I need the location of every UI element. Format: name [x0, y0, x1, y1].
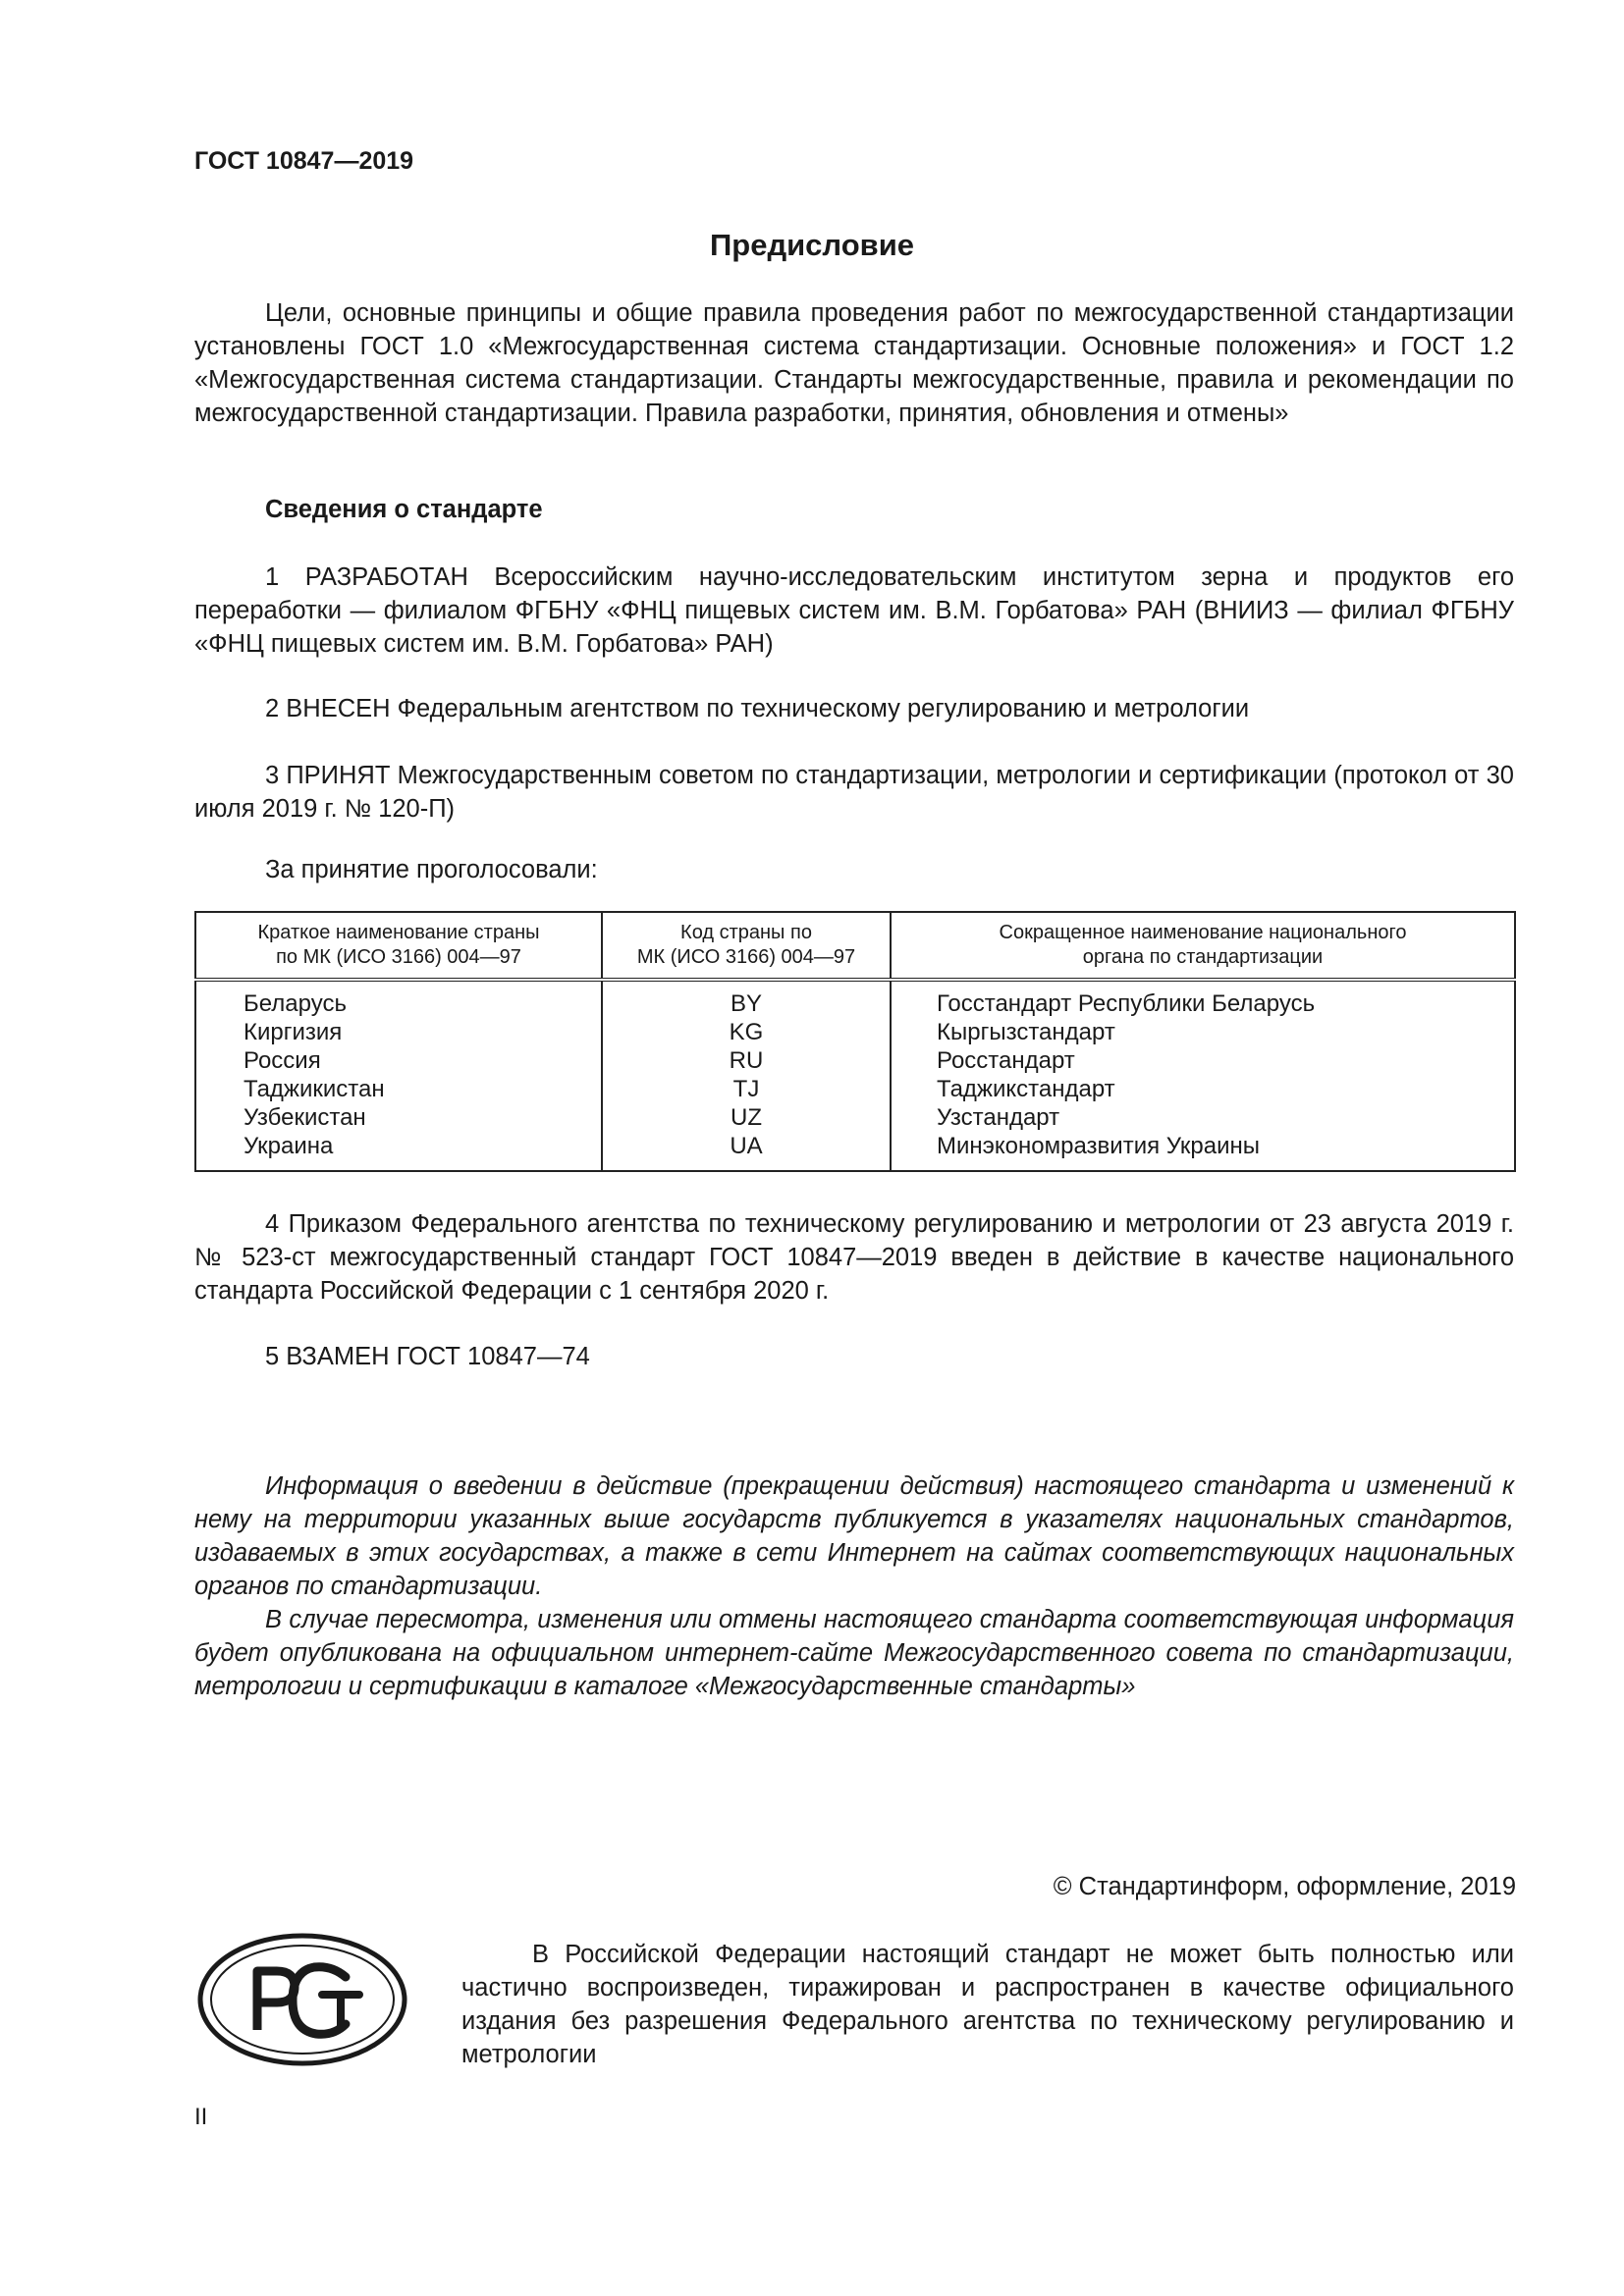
- table-cell: Беларусь: [244, 990, 347, 1017]
- document-code: ГОСТ 10847—2019: [194, 147, 414, 175]
- table-cell: Украина: [244, 1133, 334, 1159]
- votes-table: [194, 911, 1516, 1172]
- rst-logo-icon: [196, 1932, 408, 2067]
- code-column: [602, 980, 891, 1171]
- item-3: 3 ПРИНЯТ Межгосударственным советом по стандартизации, метрологии и сертификации (протокол от 30 июля 2019 г. № 120-П): [194, 762, 1514, 823]
- country-column: [195, 980, 602, 1171]
- table-cell: Госстандарт Республики Беларусь: [937, 990, 1316, 1017]
- notice-paragraph-2: В случае пересмотра, изменения или отмены настоящего стандарта соответствующая информация будет опубликована на официальном интернет-сайте Межгосударственного совета по стандартизации, метрологии и сертификации в каталоге «Межгосударственные стандарты»: [194, 1606, 1514, 1700]
- table-cell: UA: [730, 1133, 763, 1159]
- table-cell: Узстандарт: [937, 1104, 1060, 1131]
- table-cell: Кыргызстандарт: [937, 1019, 1115, 1045]
- body-column: [891, 980, 1515, 1171]
- item-5: 5 ВЗАМЕН ГОСТ 10847—74: [265, 1343, 590, 1370]
- table-cell: BY: [730, 990, 762, 1017]
- header-country: Краткое наименование страны по МК (ИСО 3166) 004—97: [195, 912, 602, 980]
- table-cell: Таджикистан: [244, 1076, 385, 1102]
- votes-label: За принятие проголосовали:: [265, 856, 598, 883]
- header-code: Код страны по МК (ИСО 3166) 004—97: [602, 912, 891, 980]
- table-cell: TJ: [732, 1076, 760, 1102]
- table-cell: Россия: [244, 1047, 321, 1074]
- table-cell: UZ: [731, 1104, 762, 1131]
- table-cell: Таджикстандарт: [937, 1076, 1115, 1102]
- info-heading: Сведения о стандарте: [265, 496, 543, 523]
- page-title: Предисловие: [709, 228, 914, 262]
- item-1: 1 РАЗРАБОТАН Всероссийским научно-исследовательским институтом зерна и продуктов его переработки — филиалом ФГБНУ «ФНЦ пищевых систем им. В.М. Горбатова» РАН (ВНИИЗ — филиал ФГБНУ «ФНЦ пищевых систем им. В.М. Горбатова» РАН): [194, 563, 1514, 658]
- table-cell: Узбекистан: [244, 1104, 366, 1131]
- table-cell: Минэкономразвития Украины: [937, 1133, 1261, 1159]
- intro-paragraph: Цели, основные принципы и общие правила проведения работ по межгосударственной стандартизации установлены ГОСТ 1.0 «Межгосударственная система стандартизации. Основные положения» и ГОСТ 1.2 «Межгосударственная система стандартизации. Стандарты межгосударственные, правила и рекомендации по межгосударственной стандартизации. Правила разработки, принятия, обновления и отмены»: [194, 299, 1514, 427]
- page-number: II: [194, 2104, 208, 2130]
- header-body: Сокращенное наименование национального органа по стандартизации: [891, 912, 1515, 980]
- notice-paragraph-1: Информация о введении в действие (прекращении действия) настоящего стандарта и изменений к нему на территории указанных выше государств публикуется в указателях национальных стандартов, издаваемых в этих государствах, а также в сети Интернет на сайтах соответствующих национальных органов по стандартизации.: [194, 1472, 1514, 1600]
- item-2: 2 ВНЕСЕН Федеральным агентством по техническому регулированию и метрологии: [265, 695, 1250, 722]
- table-cell: Киргизия: [244, 1019, 343, 1045]
- copyright: © Стандартинформ, оформление, 2019: [1053, 1873, 1516, 1900]
- item-4: 4 Приказом Федерального агентства по техническому регулированию и метрологии от 23 августа 2019 г. № 523-ст межгосударственный стандарт ГОСТ 10847—2019 введен в действие в качестве национального стандарта Российской Федерации с 1 сентября 2020 г.: [194, 1210, 1514, 1305]
- table-cell: Росстандарт: [937, 1047, 1075, 1074]
- table-cell: KG: [729, 1019, 764, 1045]
- table-cell: RU: [729, 1047, 764, 1074]
- rights-notice: В Российской Федерации настоящий стандарт не может быть полностью или частично воспроизведен, тиражирован и распространен в качестве официального издания без разрешения Федерального агентства по техническому регулированию и метрологии: [461, 1941, 1514, 2068]
